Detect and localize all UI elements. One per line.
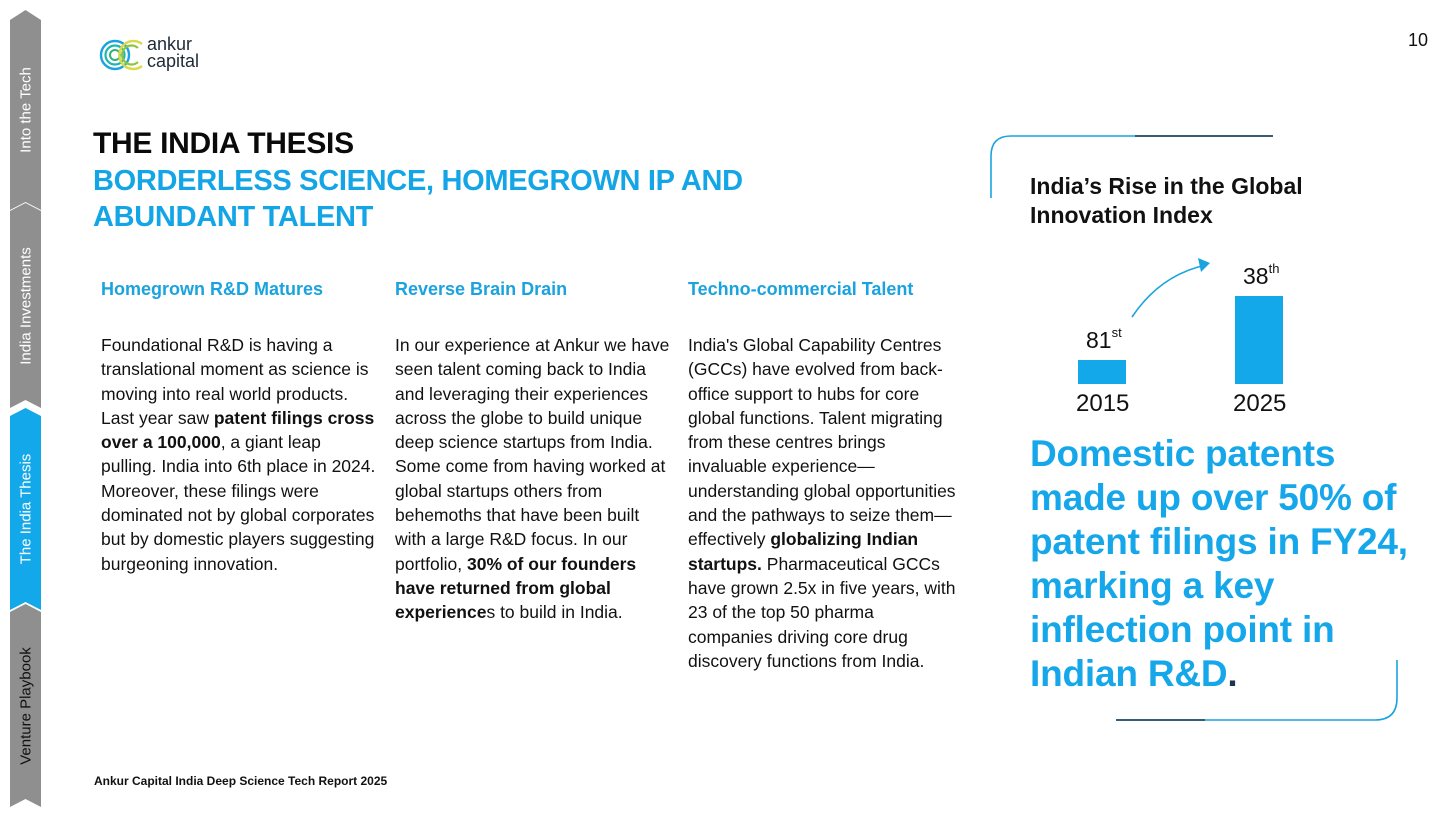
chart-category-label: 2025 <box>1233 390 1287 417</box>
column-body-talent <box>688 333 963 673</box>
chart-rank-label <box>1243 260 1280 290</box>
chart-title: India’s Rise in the Global Innovation Index <box>1030 173 1303 228</box>
report-footer: Ankur Capital India Deep Science Tech Report 2025 <box>94 774 388 788</box>
page-headline: BORDERLESS SCIENCE, HOMEGROWN IP AND ABUNDANT TALENT <box>93 165 743 233</box>
nav-tab-the-india-thesis[interactable] <box>10 408 41 610</box>
gii-rank-chart <box>1060 245 1320 425</box>
column-body-brain-drain <box>395 333 670 625</box>
logo-wordmark <box>147 36 199 70</box>
nav-tab-label: India Investments <box>17 246 34 365</box>
page-kicker: THE INDIA THESIS <box>93 127 354 160</box>
rank-suffix: th <box>1268 260 1280 276</box>
body-text: In our experience at Ankur we have seen talent coming back to India and leveraging their experiences across the globe to build unique deep science startups from India. Some come from having worked at global startups others from behemoths that have been built with a large R&D focus. In our portfolio, <box>395 335 670 574</box>
nav-tab-label: Into the Tech <box>17 67 34 153</box>
column-heading-talent: Techno-commercial Talent <box>688 279 914 299</box>
body-bold-text: globalizing Indian startups. <box>688 529 919 574</box>
chart-rank-label <box>1086 327 1122 354</box>
logo-line-1: ankur <box>147 34 193 54</box>
chart-bar-2015 <box>1078 360 1126 384</box>
nav-tab-india-investments[interactable] <box>10 203 41 408</box>
side-nav <box>10 0 41 817</box>
body-text: Pharmaceutical GCCs have grown 2.5x in five years, with 23 of the top 50 pharma companies driving core drug discovery functions from India. <box>688 553 956 671</box>
logo-rings-icon <box>98 36 148 76</box>
column-heading-rd: Homegrown R&D Matures <box>101 279 324 299</box>
highlight-text: Domestic patents made up over 50% of patent filings in FY24, marking a key inflection point in Indian R&D <box>1030 433 1408 694</box>
logo-line-2: capital <box>147 51 200 71</box>
nav-tab-label: The India Thesis <box>17 453 34 565</box>
body-text: India's Global Capability Centres (GCCs) have evolved from back-office support to hubs for core global functions. Talent migrating from these centres brings invaluable experience—understanding global opportunities and the pathways to seize them—effectively <box>688 335 956 550</box>
rank-number: 81 <box>1086 327 1112 353</box>
chart-category-label: 2015 <box>1076 390 1130 417</box>
body-text: s to build in India. <box>486 602 623 623</box>
body-bold-text: patent filings cross over a 100,000 <box>101 407 375 453</box>
body-text: , a giant leap pulling. India into 6th place in 2024. Moreover, these filings were dominated not by global corporates but by domestic players suggesting burgeoning innovation. <box>101 432 376 574</box>
nav-tab-into-the-tech[interactable] <box>10 10 41 210</box>
body-bold-text: 30% of our founders have returned from global experience <box>395 553 637 623</box>
nav-tab-venture-playbook[interactable] <box>10 604 41 807</box>
column-body-rd <box>101 333 376 576</box>
body-text: Foundational R&D is having a translational moment as science is moving into real world products. Last year saw <box>101 335 369 428</box>
nav-tab-label: Venture Playbook <box>17 646 34 765</box>
page-number: 10 <box>1407 30 1428 50</box>
rank-number: 38 <box>1243 262 1269 289</box>
ankur-capital-logo <box>98 36 218 76</box>
column-heading-brain-drain: Reverse Brain Drain <box>395 279 568 299</box>
rank-suffix: st <box>1111 325 1122 340</box>
chart-bar-2025 <box>1235 296 1283 385</box>
highlight-end: . <box>1227 653 1238 694</box>
highlight-quote <box>1030 432 1410 696</box>
